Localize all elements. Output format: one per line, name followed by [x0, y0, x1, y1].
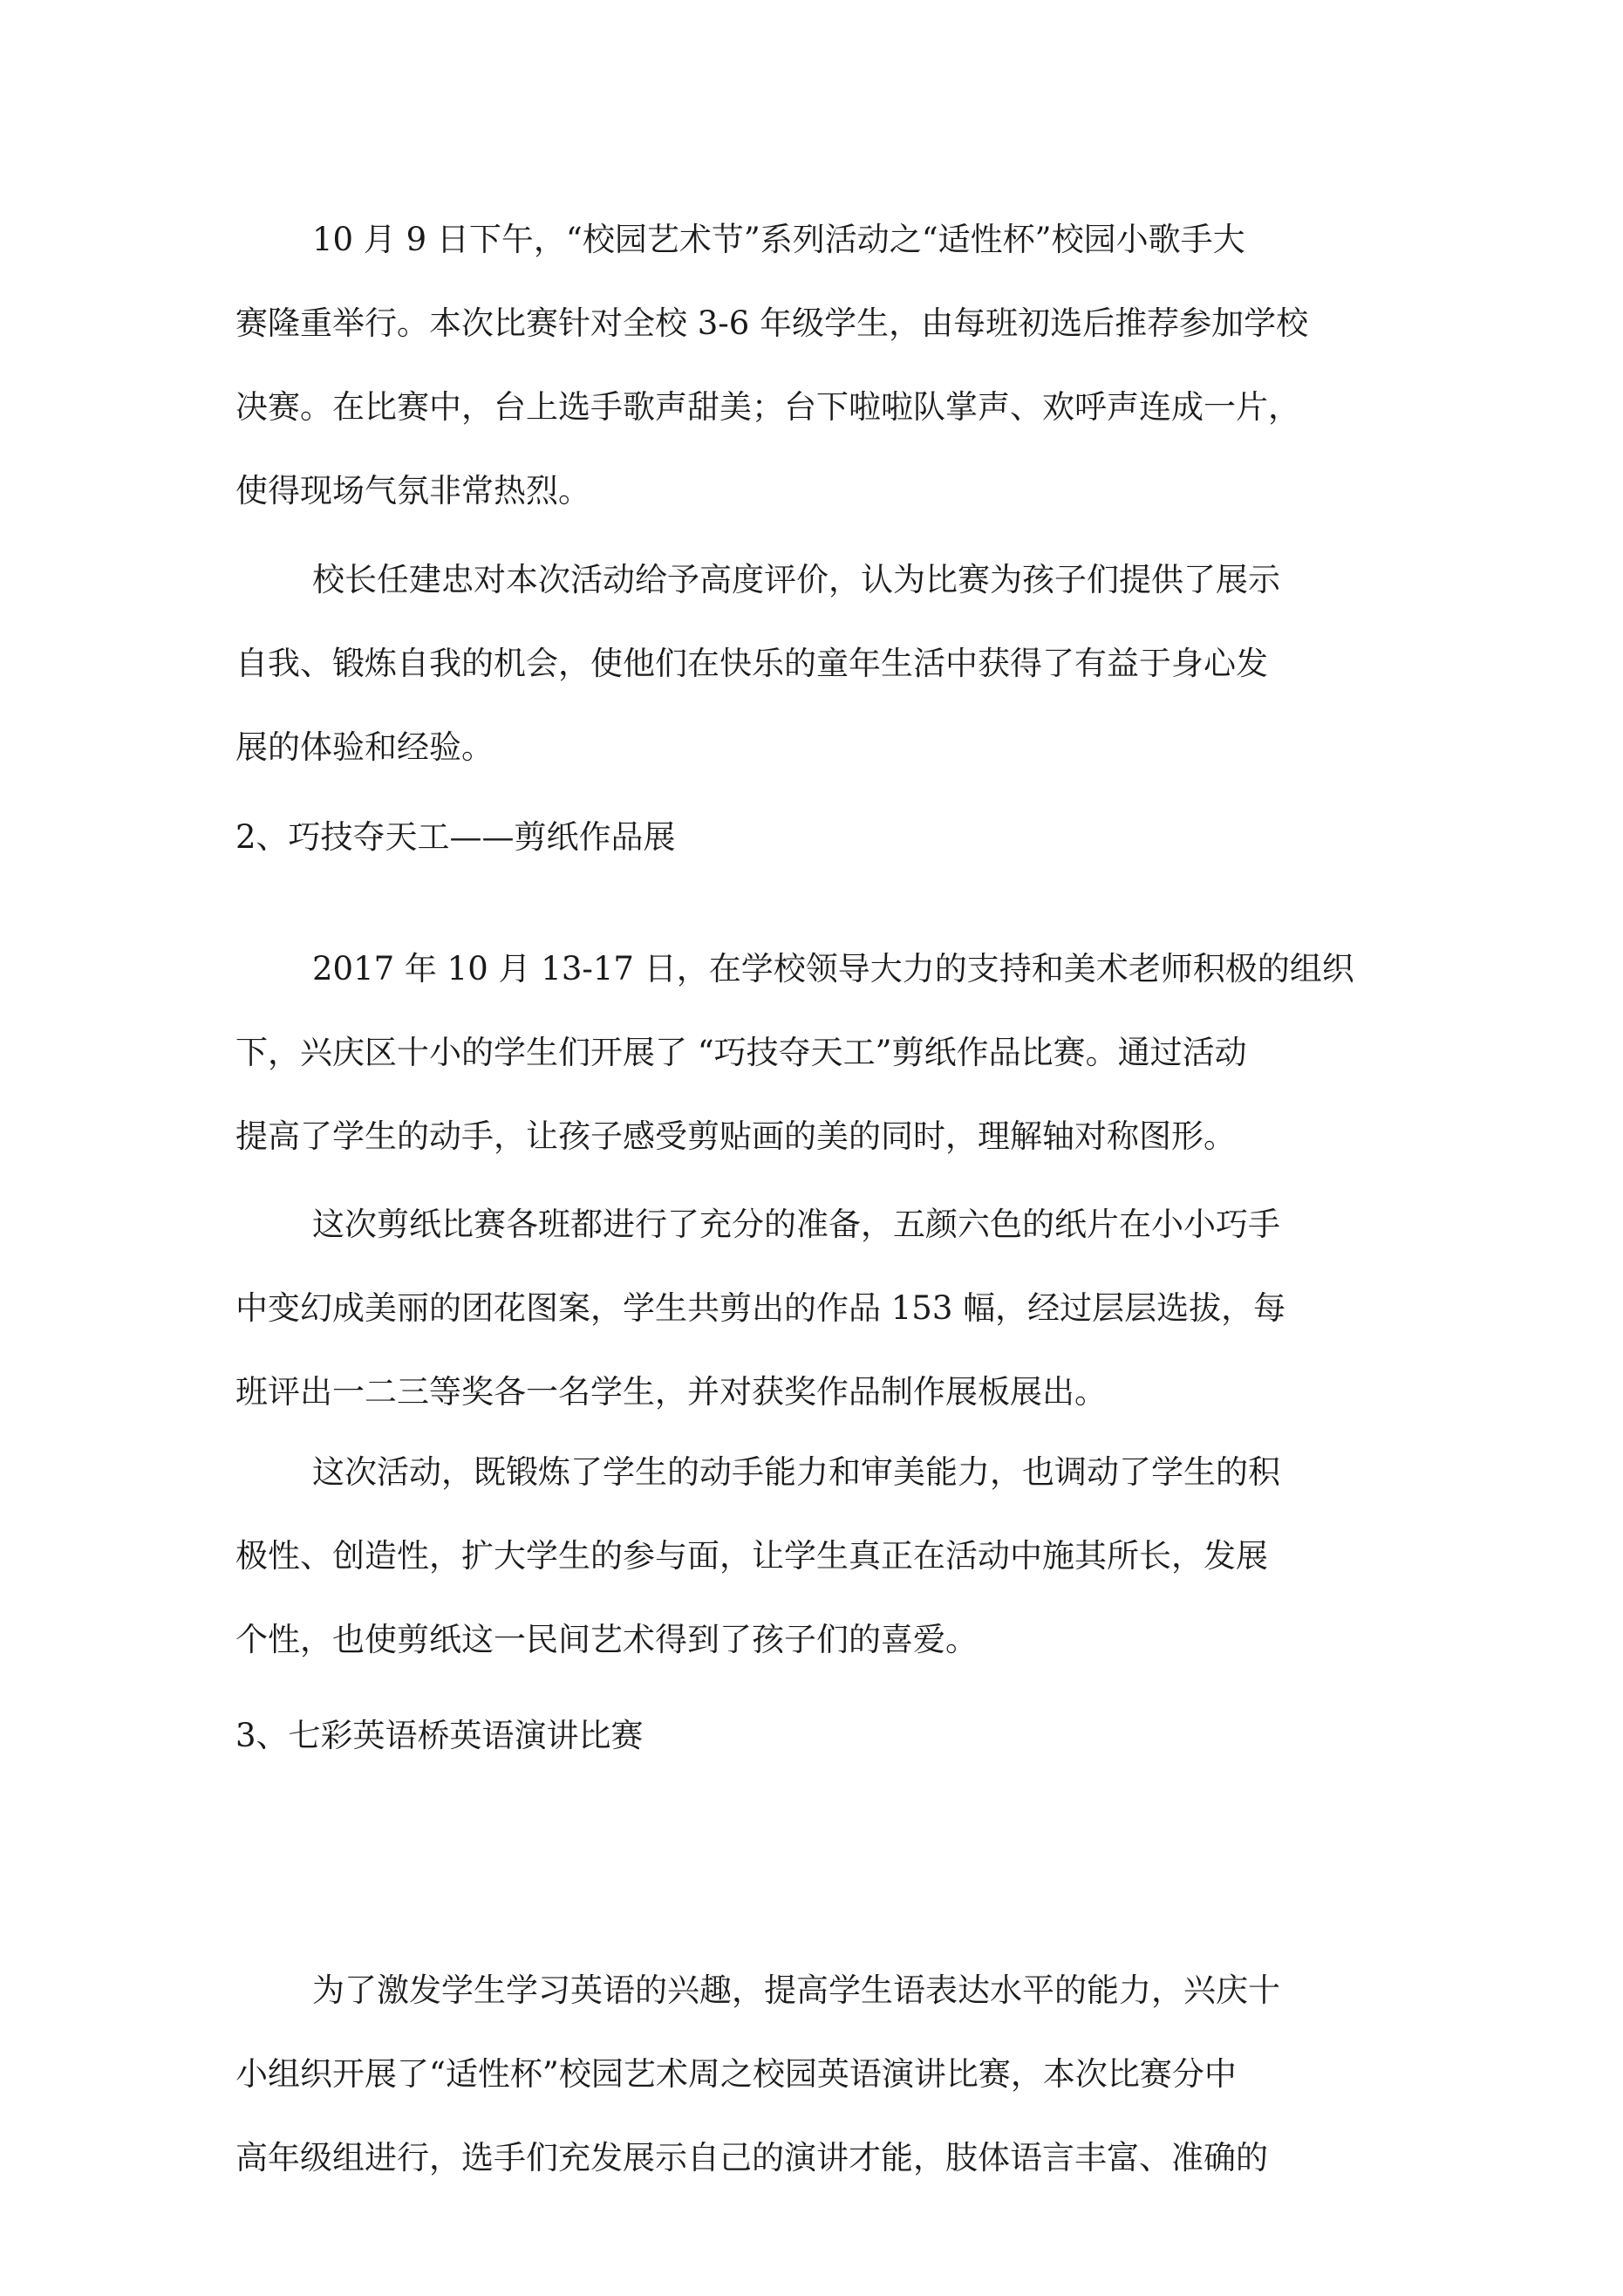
paragraph-singer-contest	[235, 198, 1404, 533]
text-line: 使得现场气氛非常热烈。	[235, 472, 590, 509]
paragraph-paper-cutting-summary	[235, 1431, 1404, 1682]
text-line: 10 月 9 日下午，“校园艺术节”系列活动之“适性杯”校园小歌手大	[312, 221, 1245, 258]
text-line: 下，兴庆区十小的学生们开展了 “巧技夺天工”剪纸作品比赛。通过活动	[235, 1034, 1247, 1071]
text-line: 这次剪纸比赛各班都进行了充分的准备，五颜六色的纸片在小小巧手	[312, 1206, 1280, 1243]
paragraph-english-speech	[235, 1949, 1404, 2200]
text-line: 中变幻成美丽的团花图案，学生共剪出的作品 153 幅，经过层层选拔，每	[235, 1289, 1286, 1327]
text-line: 个性，也使剪纸这一民间艺术得到了孩子们的喜爱。	[235, 1621, 978, 1658]
paragraph-principal-comment	[235, 538, 1404, 789]
text-line: 校长任建忠对本次活动给予高度评价，认为比赛为孩子们提供了展示	[312, 561, 1280, 598]
text-line: 为了激发学生学习英语的兴趣，提高学生语表达水平的能力，兴庆十	[312, 1971, 1280, 2009]
section-heading-english-speech: 3、七彩英语桥英语演讲比赛	[235, 1717, 644, 1754]
text-line: 小组织开展了“适性杯”校园艺术周之校园英语演讲比赛，本次比赛分中	[235, 2055, 1237, 2093]
text-line: 极性、创造性，扩大学生的参与面，让学生真正在活动中施其所长，发展	[235, 1537, 1268, 1575]
text-line: 展的体验和经验。	[235, 728, 494, 766]
text-line: 2017 年 10 月 13-17 日，在学校领导大力的支持和美术老师积极的组织	[312, 950, 1354, 987]
paragraph-paper-cutting-intro	[235, 927, 1404, 1179]
paragraph-paper-cutting-results	[235, 1183, 1404, 1434]
text-line: 这次活动，既锻炼了学生的动手能力和审美能力，也调动了学生的积	[312, 1453, 1280, 1491]
section-heading-paper-cutting: 2、巧技夺天工——剪纸作品展	[235, 818, 676, 856]
text-line: 自我、锻炼自我的机会，使他们在快乐的童年生活中获得了有益于身心发	[235, 645, 1268, 682]
text-line: 赛隆重举行。本次比赛针对全校 3-6 年级学生，由每班初选后推荐参加学校	[235, 304, 1309, 342]
text-line: 班评出一二三等奖各一名学生，并对获奖作品制作展板展出。	[235, 1373, 1107, 1411]
text-line: 提高了学生的动手，让孩子感受剪贴画的美的同时，理解轴对称图形。	[235, 1117, 1236, 1155]
text-line: 决赛。在比赛中，台上选手歌声甜美；台下啦啦队掌声、欢呼声连成一片，	[235, 388, 1300, 426]
text-line: 高年级组进行，选手们充发展示自己的演讲才能，肢体语言丰富、准确的	[235, 2139, 1268, 2176]
